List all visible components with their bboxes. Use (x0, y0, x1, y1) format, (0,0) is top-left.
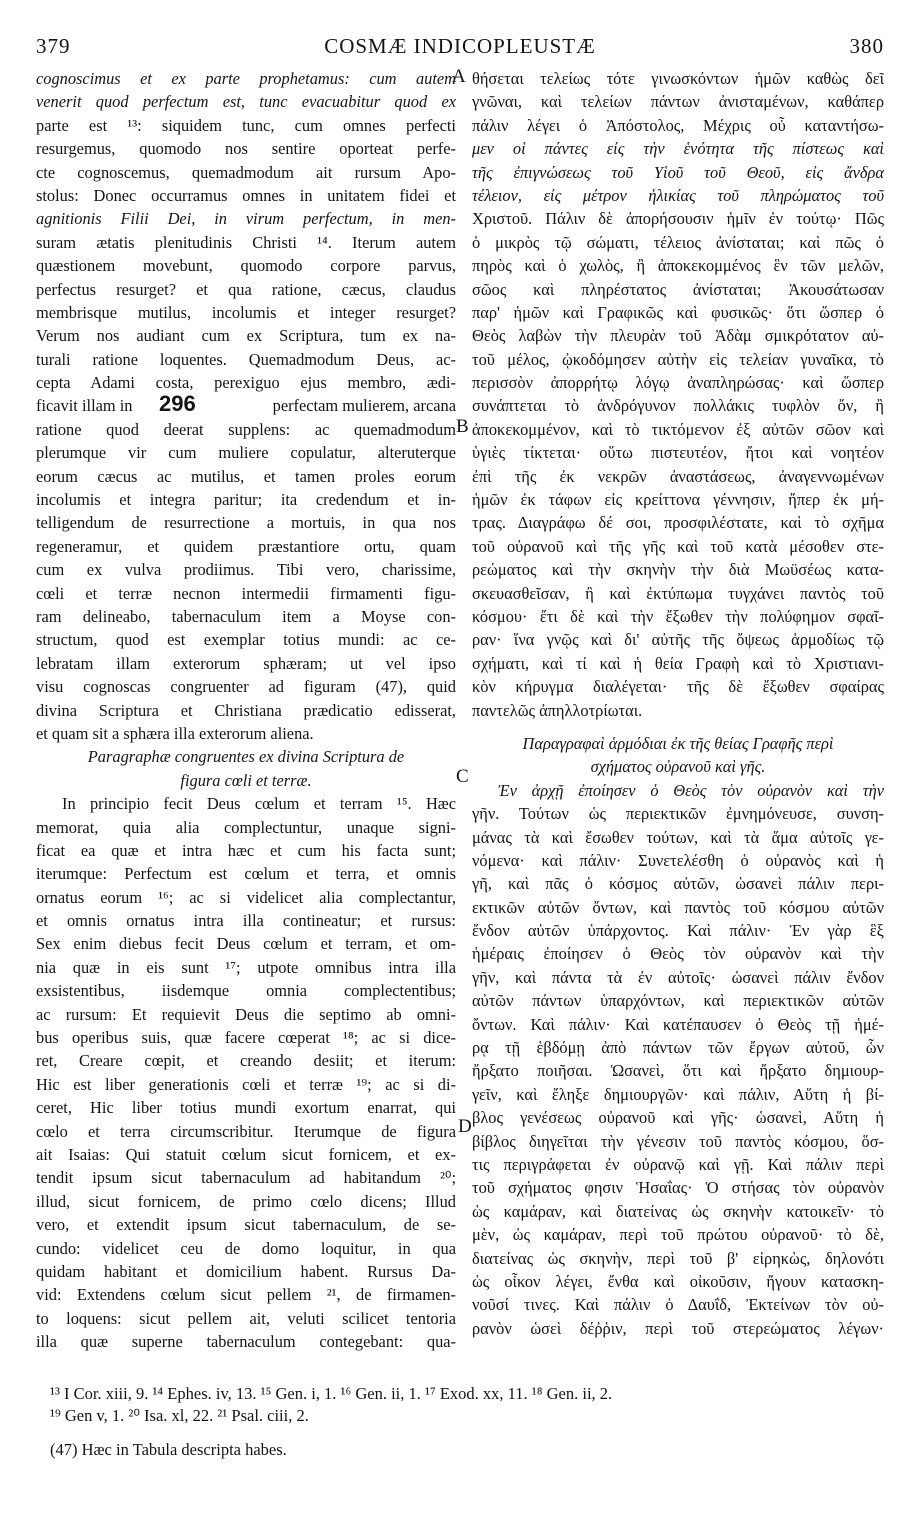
greek-line: τῆς ἐπιγνώσεως τοῦ Υἱοῦ τοῦ Θεοῦ, εἰς ἄνδρα (472, 162, 884, 182)
greek-line: ὁ μικρὸς τῷ σώματι, τέλειος ἀνίσταται; καὶ πῶς ὁ (472, 232, 884, 252)
greek-line: τις περιγράφεται ἐν οὐρανῷ καὶ γῇ. Καὶ πάλιν περὶ (472, 1154, 884, 1174)
latin-column (36, 67, 456, 1353)
greek-line: εκτικῶν αὐτῶν ὄντων, καὶ παντὸς τοῦ κόσμου αὐτῶν (472, 897, 884, 917)
latin-line: iterumque: Perfectum est cœlum et terra, et omnis (36, 864, 456, 884)
latin-line: to loquens: sicut pellem ait, veluti scilicet tentoria (36, 1308, 456, 1328)
latin-line: eorum cæcus ac mutilus, et tamen proles eorum (36, 466, 456, 486)
running-title: COSMÆ INDICOPLEUSTÆ (324, 34, 596, 58)
section-heading-latin-cont: figura cœli et terræ. (180, 770, 312, 790)
footnote-line: ¹³ I Cor. xiii, 9. ¹⁴ Ephes. iv, 13. ¹⁵ Gen. i, 1. ¹⁶ Gen. ii, 1. ¹⁷ Exod. xx, 11. ¹⁸ Gen. ii, 2. (50, 1384, 613, 1403)
greek-line: παρ' ἡμῶν καὶ Γραφικῶς καὶ φυσικῶς· ὅτι ὥσπερ ὁ (472, 302, 884, 322)
latin-line: illud, sicut fornicem, de primo cœlo dicens; Illud (36, 1191, 456, 1211)
greek-column (472, 67, 884, 1340)
greek-line: ρανὸν ὡσεὶ δέῤῥιν, περὶ τοῦ στερεώματος λέγων· (472, 1318, 884, 1338)
greek-line: νοῦσί τινες. Καὶ πάλιν ὁ Δαυΐδ, Ἐκτείνων τὸν οὐ- (472, 1295, 884, 1315)
greek-line: βίβλος διηγεῖται τὴν γένεσιν τοῦ παντὸς κόσμου, ὅσ- (472, 1131, 884, 1151)
latin-line: cepta Adami costa, perexiguo ejus membro, ædi- (36, 373, 456, 393)
latin-line: divina Scriptura et Christiana prædicatio edisserat, (36, 700, 456, 720)
greek-line: βλος γενέσεως οὐρανοῦ καὶ γῆς· ὡσανεὶ, Αὕτη ἡ (472, 1108, 884, 1128)
greek-line: θήσεται τελείως τότε γινωσκόντων ἡμῶν καθὼς δεῖ (472, 69, 884, 88)
latin-line: quæstionem movebunt, quomodo corpore parvus, (36, 256, 456, 276)
greek-line: πηρὸς καὶ ὁ χωλὸς, ἢ ἀποκεκομμένος ἓν τῶν μελῶν, (472, 256, 884, 276)
greek-line: διατείνας ὡς σκηνὴν, περὶ τοῦ β' εἰρηκὼς, δηλονότι (472, 1248, 884, 1268)
greek-line: μεν οἱ πάντες εἰς τὴν ἑνότητα τῆς πίστεως καὶ (472, 139, 884, 159)
latin-line: cœlo et terra circumscribitur. Iterumque de figura (36, 1121, 456, 1141)
latin-line: membrisque mutilus, incolumis et integer resurget? (36, 302, 456, 322)
section-heading-greek-cont: σχήματος οὐρανοῦ καὶ γῆς. (590, 757, 766, 777)
latin-line: quidam habitant et domicilium habent. Rursus Da- (36, 1261, 456, 1281)
greek-line: ἔνδον αὐτῶν ὑπάρχοντος. Καὶ πάλιν· Ἐν γὰρ ἓξ (472, 921, 884, 941)
greek-line: ραν· ἵνα γνῷς καὶ δι' αὐτῆς τῆς ὄψεως ἁρμοδίως τῷ (472, 630, 884, 650)
page-header (36, 34, 884, 58)
margin-mark-b: B (456, 416, 469, 437)
greek-line: ἤρξατο ποιῆσαι. Ὡσανεὶ, ὅτι καὶ ἤρξατο δημιουρ- (472, 1061, 884, 1081)
latin-line: exsistentibus, iisdemque omnia complectentibus; (36, 981, 456, 1001)
greek-line: Χριστοῦ. Πάλιν δὲ ἀπορήσουσιν ἡμῖν ἐν τούτῳ· Πῶς (472, 209, 884, 229)
greek-line: νόμενα· καὶ πάλιν· Συνετελέσθη ὁ οὐρανὸς καὶ ἡ (472, 850, 884, 870)
greek-line: γῆν, καὶ πάντα τὰ ἐν αὐτοῖς· ὡσανεὶ πάλιν ἔνδον (472, 967, 884, 987)
greek-line: σῶος καὶ πληρέστατος ἀνίσταται; Ἀκουσάτωσαν (472, 279, 884, 299)
latin-line: lebratam illam exterorum sphæram; ut vel ipso (36, 653, 456, 673)
latin-line: cum ex vulva prodiimus. Tibi vero, charissime, (36, 560, 456, 580)
latin-line: Hic est liber generationis cœli et terræ ¹⁹; ac si di- (36, 1074, 456, 1094)
footnote-line: ¹⁹ Gen v, 1. ²⁰ Isa. xl, 22. ²¹ Psal. ciii, 2. (50, 1406, 309, 1425)
margin-mark-c: C (456, 766, 469, 787)
latin-line: cognoscimus et ex parte prophetamus: cum autem (36, 69, 456, 88)
latin-line: ret, Creare cœpit, et creando desiit; et iterum: (36, 1051, 456, 1071)
greek-line: τοῦ σχήματος φησιν Ἡσαΐας· Ὁ στήσας τὸν οὐρανὸν (472, 1178, 884, 1198)
latin-line: et omnis ornatus intra illa contineatur; et rursus: (36, 911, 456, 931)
greek-line: Θεὸς λαβὼν τὴν πλευρὰν τοῦ Ἀδὰμ σμικρότατον αὐ- (472, 326, 884, 346)
latin-line: vero, et extendit ipsum sicut tabernaculum, de se- (36, 1215, 456, 1235)
greek-line: ρεώματος καὶ τὴν σκηνὴν τὴν διὰ Μωϋσέως κατα- (472, 560, 884, 580)
greek-line: μὲν, ὡς καμάραν, περὶ τοῦ πρώτου οὐρανοῦ· τὸ δὲ, (472, 1225, 884, 1245)
latin-line: suram ætatis plenitudinis Christi ¹⁴. Iterum autem (36, 232, 456, 252)
latin-line: ait Isaias: Qui statuit cœlum sicut fornicem, et ex- (36, 1144, 456, 1164)
greek-line: γνῶναι, καὶ τελείων πάντων ἀνισταμένων, καθάπερ (472, 92, 884, 112)
greek-line: τέλειον, εἰς μέτρον ἡλικίας τοῦ πληρώματος τοῦ (472, 185, 884, 205)
latin-line-part: perfectam mulierem, arcana (272, 396, 456, 416)
greek-line: ρᾳ τῇ ἑβδόμῃ ἀπὸ πάντων τῶν ἔργων αὐτοῦ, ὧν (472, 1038, 884, 1058)
paragraph-gap (472, 722, 884, 732)
latin-line-split (36, 394, 456, 417)
latin-line: perfectus resurget? et qua ratione, cæcus, claudus (36, 279, 456, 299)
latin-line: parte est ¹³: siquidem tunc, cum omnes perfecti (36, 115, 456, 135)
greek-line: ὡς οἶκον λέγει, ἔνθα καὶ οἰκοῦσιν, ἤγουν κατασκη- (472, 1271, 884, 1291)
latin-line: venerit quod perfectum est, tunc evacuabitur quod ex (36, 92, 456, 112)
page-number-left: 379 (36, 34, 71, 58)
latin-line: Sex enim diebus fecit Deus cœlum et terram, et om- (36, 934, 456, 954)
greek-line: σκευασθεῖσαν, ἢ καὶ ἐκτύπωμα τυγχάνει παντὸς τοῦ (472, 583, 884, 603)
latin-line: ram delineabo, tabernaculum item a Moyse con- (36, 606, 456, 626)
latin-line: nia quæ in eis sunt ¹⁷; utpote omnibus intra illa (36, 957, 456, 977)
greek-line: κόσμου· ἔτι δὲ καὶ τὴν ἔξωθεν τὴν πολύφημον σφαῖ- (472, 606, 884, 626)
latin-line: et quam sit a sphæra illa exterorum aliena. (36, 723, 314, 743)
latin-line: ac rursum: Et requievit Deus die septimo ab omni- (36, 1004, 456, 1024)
latin-line: Verum nos audiant cum ex Scriptura, tum ex na- (36, 326, 456, 346)
greek-line: ὄντων. Καὶ πάλιν· Καὶ κατέπαυσεν ὁ Θεὸς τῇ ἡμέ- (472, 1014, 884, 1034)
greek-line: ἀποκεκομμένον, καὶ τὸ τικτόμενον ἐξ αὐτῶν σῶον καὶ (472, 419, 884, 439)
greek-line: ὡς καμάραν, καὶ διατείνας ὡς σκηνὴν κατοικεῖν· τὸ (472, 1201, 884, 1221)
latin-line: telligendum de resurrectione a mortuis, in qua nos (36, 513, 456, 533)
greek-line: ἐπὶ τῆς ἐκ νεκρῶν ἀναστάσεως, ἀναγεννωμένων (472, 466, 884, 486)
greek-line: τοῦ οὐρανοῦ καὶ τῆς γῆς καὶ τοῦ κατὰ μέσοθεν στε- (472, 536, 884, 556)
section-heading-latin: Paragraphæ congruentes ex divina Scriptura de (87, 747, 405, 767)
greek-line: κὸν κήρυγμα διαλέγεται· τῆς δὲ ἔξωθεν σφαίρας (472, 677, 884, 697)
latin-line: In principio fecit Deus cœlum et terram ¹⁵. Hæc (62, 794, 456, 814)
latin-line: ceret, Hic liber totius mundi exortum enarrat, qui (36, 1098, 456, 1118)
latin-line: cte cognoscemus, quemadmodum ait rursum Apo- (36, 162, 456, 182)
page-number-right: 380 (849, 34, 884, 58)
latin-line: regeneramur, et quidem præstantiore ortu, quam (36, 536, 456, 556)
latin-line: ornatus eorum ¹⁶; ac si videlicet alia complectantur, (36, 887, 456, 907)
latin-line: illa quæ superne tabernaculum contegebant: qua- (36, 1332, 456, 1352)
greek-line: ὑγιὲς τίκτεται· οὕτω πιστευτέον, ἤτοι καὶ νοητέον (472, 443, 884, 463)
greek-line: ἡμῶν ἐκ τάφων εἰς κρείττονα γέννησιν, ἤπερ ἐκ μή- (472, 490, 884, 510)
greek-line: μάνας τὰ καὶ ἔσωθεν τούτων, καὶ τὰ ἅμα αὐτοῖς γε- (472, 827, 884, 847)
greek-line: περισσὸν ἀπορρήτῳ λόγῳ ἀναπληρώσας· καὶ ὥσπερ (472, 373, 884, 393)
column-number-marker: 296 (159, 394, 196, 417)
greek-line: γῆ, καὶ πᾶς ὁ κόσμος αὐτῶν, ὡσανεὶ πάλιν περι- (472, 874, 884, 894)
greek-line: γεῖν, καὶ ἔληξε δημιουργῶν· καὶ πάλιν, Αὕτη ἡ βί- (472, 1084, 884, 1104)
greek-line: παντελῶς ἀπηλλοτρίωται. (472, 700, 643, 720)
greek-line: τρας. Διαγράφω δέ σοι, προσφιλέστατε, καὶ τὸ σχῆμα (472, 513, 884, 533)
latin-line: vid: Extendens cœlum sicut pellem ²¹, de firmamen- (36, 1285, 456, 1305)
latin-line: cundo: videlicet ceu de domo loquitur, in qua (36, 1238, 456, 1258)
margin-mark-d: D (458, 1116, 472, 1137)
latin-line: ratione quod deerat supplens: ac quemadmodum (36, 419, 456, 439)
greek-line: αὐτῶν πάντων ὑπαρχόντων, καὶ περιεκτικῶν αὐτῶν (472, 991, 884, 1011)
latin-line: tendit ipsum sicut tabernaculum ad habitandum ²⁰; (36, 1168, 456, 1188)
footnotes (50, 1383, 890, 1461)
editor-note: (47) Hæc in Tabula descripta habes. (50, 1440, 287, 1459)
greek-line: ἡμέραις ἐποίησεν ὁ Θεὸς τὸν οὐρανὸν καὶ τὴν (472, 944, 884, 964)
latin-line: stolus: Donec occurramus omnes in unitatem fidei et (36, 185, 456, 205)
latin-line: agnitionis Filii Dei, in virum perfectum, in men- (36, 209, 456, 229)
margin-mark-a: A (452, 66, 466, 87)
latin-line: ficat ea quæ et intra hæc et cum his facta sunt; (36, 840, 456, 860)
greek-line: γῆν. Τούτων ὡς περιεκτικῶν ἐμνημόνευσε, συνση- (472, 804, 884, 824)
latin-line: cœli et terræ necnon intermedii firmamenti figu- (36, 583, 456, 603)
greek-line: συνάπτεται τὸ ἀνδρόγυνον πολλάκις τυφλὸν ὄν, ἢ (472, 396, 884, 416)
section-heading-greek: Παραγραφαὶ ἁρμόδιαι ἐκ τῆς θείας Γραφῆς περὶ (522, 733, 834, 753)
greek-line: τοῦ μέλος, ᾠκοδόμησεν αὐτὴν εἰς τελείαν γυναῖκα, τὸ (472, 349, 884, 369)
latin-line: structum, quod est exemplar totius mundi: ac ce- (36, 630, 456, 650)
latin-line-part: ficavit illam in (36, 396, 133, 416)
latin-line: visu cognoscas congruenter ad figuram (47), quid (36, 677, 456, 697)
latin-line: incolumis et integra paritur; ita credendum et in- (36, 490, 456, 510)
latin-line: bus operibus suis, quæ facere cœperat ¹⁸; ac si dice- (36, 1028, 456, 1048)
latin-line: resurgemus, quomodo nos sentire oporteat perfe- (36, 139, 456, 159)
latin-line: plerumque vir cum muliere copulatur, alteruterque (36, 443, 456, 463)
greek-line: Ἐν ἀρχῇ ἐποίησεν ὁ Θεὸς τὸν οὐρανὸν καὶ τὴν (498, 780, 884, 800)
latin-line: memorat, quia alia complectuntur, unaque signi- (36, 817, 456, 837)
latin-line: turali ratione loquentes. Quemadmodum Deus, ac- (36, 349, 456, 369)
greek-line: σχήματι, καὶ τί καὶ ἡ θεία Γραφὴ καὶ τὸ Χριστιανι- (472, 653, 884, 673)
greek-line: πάλιν λέγει ὁ Ἀπόστολος, Μέχρις οὗ καταντήσω- (472, 115, 884, 135)
